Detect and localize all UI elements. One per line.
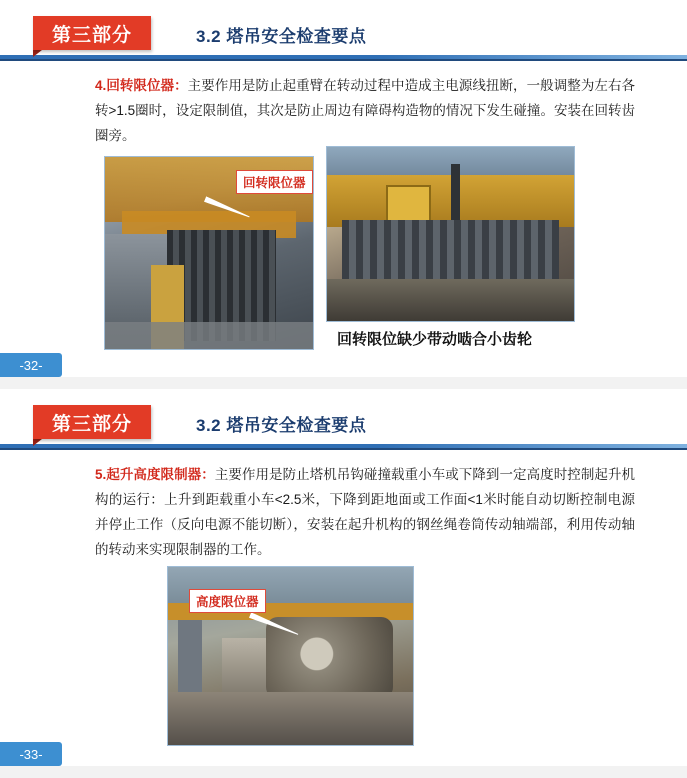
page-number-tab: -33-: [0, 742, 62, 766]
section-ribbon: 第三部分: [33, 405, 151, 439]
slide-33: [0, 389, 687, 778]
section-ribbon: 第三部分: [33, 16, 151, 50]
paragraph-lead: 5.起升高度限制器：: [95, 467, 215, 482]
photo-region: [168, 692, 413, 745]
slide-separator: [0, 766, 687, 778]
page-title: 3.2 塔吊安全检查要点: [196, 27, 367, 46]
page-number-tab: -32-: [0, 353, 62, 377]
header-rule-shadow: [0, 448, 687, 450]
paragraph-text: 主要作用是防止塔机吊钩碰撞载重小车或下降到一定高度时控制起升机构的运行：上升到距载重小车<2.5米，下降到距地面或工作面<1米时能自动切断控制电源并停止工作（反向电源不能切断），安装在起升机构的钢丝绳卷筒传动轴端部，利用传动轴的转动来实现限制器的工作。: [95, 467, 635, 557]
paragraph-lead: 4.回转限位器：: [95, 78, 188, 93]
photo-region: [105, 322, 313, 349]
callout-label-height-limiter: 高度限位器: [189, 589, 266, 613]
photo-missing-pinion: [326, 146, 575, 322]
page-title: 3.2 塔吊安全检查要点: [196, 416, 367, 435]
slide-header: [0, 0, 687, 56]
ribbon-notch: [33, 439, 42, 446]
ribbon-notch: [33, 50, 42, 57]
paragraph-text: 主要作用是防止起重臂在转动过程中造成主电源线扭断，一般调整为左右各转>1.5圈时，设定限制值，其次是防止周边有障碍构造物的情况下发生碰撞。安装在回转齿圈旁。: [95, 78, 636, 143]
header-rule-shadow: [0, 59, 687, 61]
body-paragraph: [95, 463, 635, 563]
slide-header: [0, 389, 687, 445]
photo-region: [327, 279, 574, 321]
slide-separator: [0, 377, 687, 389]
callout-label-slewing-limiter: 回转限位器: [236, 170, 313, 194]
body-paragraph: [95, 74, 635, 149]
photo-caption: 回转限位缺少带动啮合小齿轮: [337, 331, 533, 348]
